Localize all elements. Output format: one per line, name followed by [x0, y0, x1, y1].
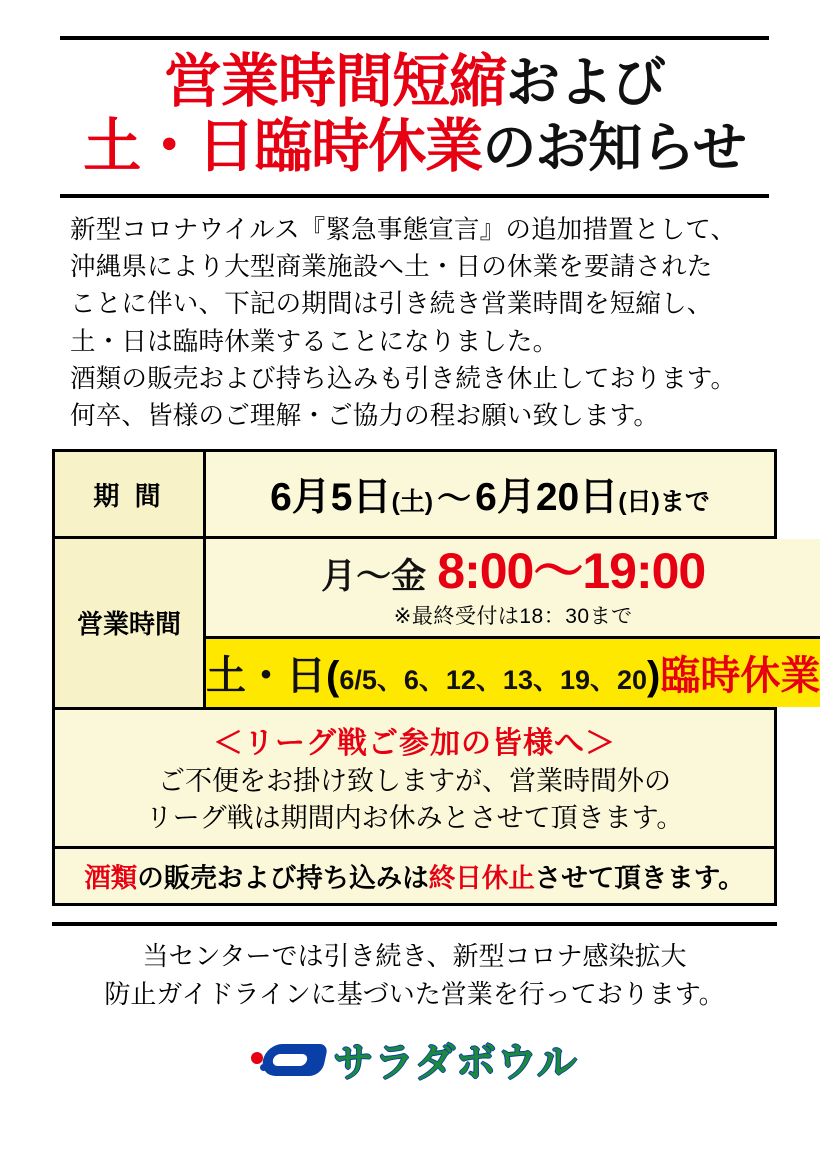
logo-wordmark: サラダボウル	[333, 1041, 578, 1086]
weekend-paren-close: )	[647, 653, 661, 698]
period-suffix: まで	[659, 488, 710, 517]
alcohol-notice	[55, 849, 774, 903]
weekday-time: 8:00〜19:00	[437, 543, 706, 600]
title-line-2-red: 土・日臨時休業	[83, 113, 483, 179]
period-tilde: 〜	[437, 480, 472, 519]
period-start: 6月5日	[270, 476, 392, 520]
alcohol-text-2: させて頂きます。	[534, 862, 745, 893]
period-value	[206, 452, 774, 536]
title-line-2-black: のお知らせ	[482, 117, 746, 178]
weekend-label: 土・日	[206, 653, 326, 698]
page-title	[60, 36, 769, 198]
weekend-dates: 5、6、12、13、19、20	[361, 664, 648, 695]
title-line-2	[60, 115, 769, 180]
alcohol-highlight-2: 終日休止	[428, 862, 535, 893]
hours-label: 営業時間	[55, 539, 206, 707]
alcohol-highlight-1: 酒類	[84, 862, 138, 893]
logo-swoosh-icon	[260, 1044, 329, 1076]
intro-paragraph	[70, 212, 763, 435]
title-line-1	[60, 50, 769, 115]
intro-line: 沖縄県により大型商業施設へ土・日の休業を要請された	[70, 253, 713, 282]
footer-note-line: 当センターでは引き続き、新型コロナ感染拡大	[142, 940, 687, 971]
weekday-hours-main	[206, 545, 820, 598]
hours-values	[206, 539, 820, 707]
table-row-hours	[55, 539, 821, 710]
weekend-closed-text: 臨時休業	[660, 653, 821, 698]
intro-line: 土・日は臨時休業することになりました。	[70, 327, 559, 356]
league-notice-line-2: リーグ戦は期間内お休みとさせて頂きます。	[145, 802, 684, 833]
brand-logo	[22, 1031, 807, 1088]
weekday-label: 月〜金	[321, 557, 427, 597]
salad-bowl-logo-icon	[251, 1040, 325, 1080]
weekday-last-reception-note: ※最終受付は18：30まで	[393, 604, 633, 628]
period-end-day: (日)	[618, 488, 660, 517]
period-label: 期 間	[55, 452, 206, 536]
league-notice	[55, 710, 774, 849]
period-end: 6月20日	[475, 476, 619, 520]
weekday-hours	[206, 539, 820, 639]
title-line-1-red: 営業時間短縮	[163, 49, 506, 114]
info-table	[52, 449, 821, 906]
weekend-month: 6/	[339, 664, 362, 695]
footer-note	[52, 922, 777, 1013]
footer-note-line: 防止ガイドラインに基づいた営業を行っております。	[104, 978, 725, 1009]
intro-line: 何卒、皆様のご理解・ご協力の程お願い致します。	[70, 402, 660, 430]
period-start-day: (土)	[391, 488, 434, 517]
weekend-paren-open: (	[326, 653, 340, 698]
alcohol-text-1: の販売および持ち込みは	[137, 862, 429, 893]
weekend-closure	[206, 639, 820, 707]
title-line-1-black: および	[506, 53, 665, 113]
league-notice-heading: ＜リーグ戦ご参加の皆様へ＞	[213, 726, 616, 760]
intro-line: 酒類の販売および持ち込みも引き続き休止しております。	[70, 364, 737, 393]
league-notice-line-1: ご不便をお掛け致しますが、営業時間外の	[158, 765, 671, 796]
intro-line: 新型コロナウイルス『緊急事態宣言』の追加措置として、	[70, 215, 737, 244]
table-row-period	[55, 452, 774, 539]
period-text	[270, 466, 710, 522]
intro-line: ことに伴い、下記の期間は引き続き営業時間を短縮し、	[70, 290, 713, 319]
